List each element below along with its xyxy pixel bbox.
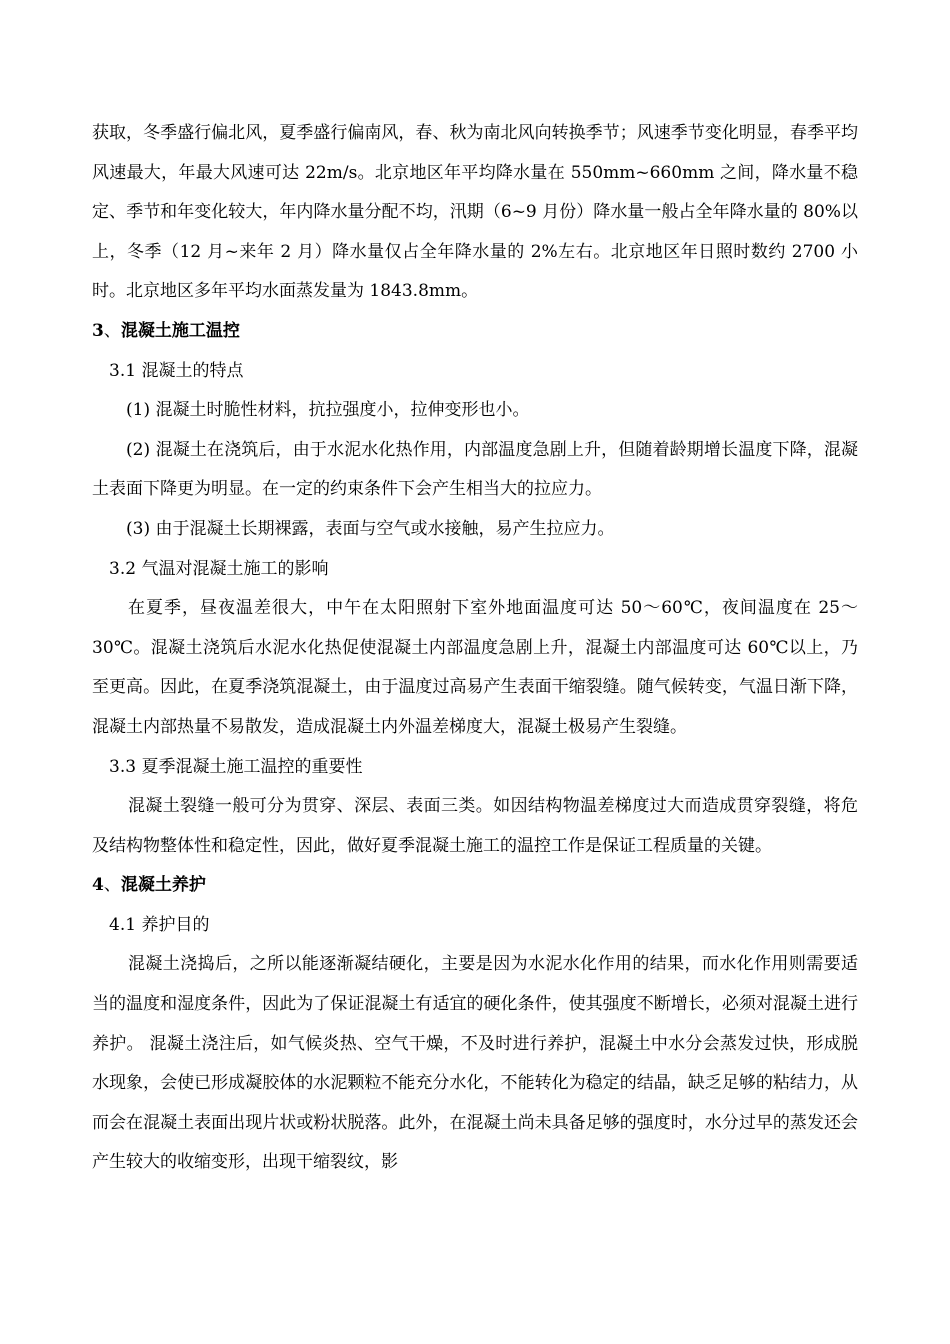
paragraph-temperature: 在夏季，昼夜温差很大，中午在太阳照射下室外地面温度可达 50～60℃，夜间温度在 25～30℃。混凝土浇筑后水泥水化热促使混凝土内部温度急剧上升，混凝土内部温度可达 60℃以上，乃至更高。因此，在夏季浇筑混凝土，由于温度过高易产生表面干缩裂缝。随气候转变，气温日渐下降，混凝土内部热量不易散发，造成混凝土内外温差梯度大，混凝土极易产生裂缝。 — [92, 598, 858, 737]
section-3-2-heading: 3.2 气温对混凝土施工的影响 — [109, 558, 329, 579]
section-4-title: 混凝土养护 — [120, 875, 206, 896]
section-3-1-heading: 3.1 混凝土的特点 — [109, 360, 244, 381]
document-page — [92, 114, 858, 1183]
section-3-number: 3 — [92, 320, 104, 341]
paragraph-curing-purpose: 混凝土浇捣后，之所以能逐渐凝结硬化，主要是因为水泥水化作用的结果，而水化作用则需要适当的温度和湿度条件，因此为了保证混凝土有适宜的硬化条件，使其强度不断增长，必须对混凝土进行养护。 混凝土浇注后，如气候炎热、空气干燥，不及时进行养护，混凝土中水分会蒸发过快，形成脱水现象，会使已形成凝胶体的水泥颗粒不能充分水化，不能转化为稳定的结晶，缺乏足够的粘结力，从而会在混凝土表面出现片状或粉状脱落。此外，在混凝土尚未具备足够的强度时，水分过早的蒸发还会产生较大的收缩变形，出现干缩裂纹，影 — [92, 954, 858, 1173]
list-item-1: (1) 混凝土时脆性材料，抗拉强度小，拉伸变形也小。 — [126, 400, 530, 421]
paragraph-climate: 获取，冬季盛行偏北风，夏季盛行偏南风，春、秋为南北风向转换季节；风速季节变化明显，春季平均风速最大，年最大风速可达 22m/s。北京地区年平均降水量在 550mm~660mm 之间，降水量不稳定、季节和年变化较大，年内降水量分配不均，汛期（6~9 月份）降水量一般占全年降水量的 80%以上，冬季（12 月~来年 2 月）降水量仅占全年降水量的 2%左右。北京地区年日照时数约 2700 小时。北京地区多年平均水面蒸发量为 1843.8mm。 — [92, 123, 858, 302]
section-4-number: 4 — [92, 875, 104, 896]
section-3-separator: 、 — [103, 320, 121, 341]
section-3-3-heading: 3.3 夏季混凝土施工温控的重要性 — [109, 756, 363, 777]
section-3-heading — [92, 312, 858, 352]
section-4-1-heading: 4.1 养护目的 — [109, 914, 210, 935]
list-item-3: (3) 由于混凝土长期裸露，表面与空气或水接触，易产生拉应力。 — [126, 518, 615, 539]
section-4-heading — [92, 866, 858, 906]
section-3-title: 混凝土施工温控 — [120, 320, 240, 341]
list-item-2: (2) 混凝土在浇筑后，由于水泥水化热作用，内部温度急剧上升，但随着龄期增长温度下降，混凝土表面下降更为明显。在一定的约束条件下会产生相当大的拉应力。 — [92, 439, 858, 500]
section-4-separator: 、 — [103, 875, 121, 896]
paragraph-importance: 混凝土裂缝一般可分为贯穿、深层、表面三类。如因结构物温差梯度过大而造成贯穿裂缝，将危及结构物整体性和稳定性，因此，做好夏季混凝土施工的温控工作是保证工程质量的关键。 — [92, 796, 858, 856]
